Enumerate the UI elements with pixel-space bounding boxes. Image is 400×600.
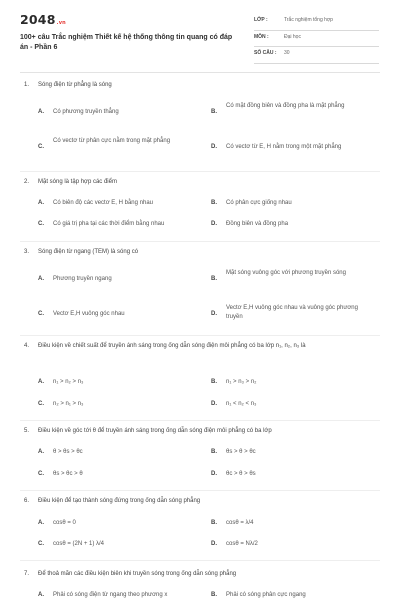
option-letter: C. [38, 471, 44, 477]
option-text: Có mặt đồng biên và đồng pha là mặt phẳng [226, 103, 345, 109]
meta-row-class [254, 14, 379, 31]
logo-suffix: .vn [56, 20, 66, 26]
question-divider [20, 490, 380, 491]
option-letter: B. [211, 592, 217, 598]
option-letter: C. [38, 311, 44, 317]
question-divider [20, 560, 380, 561]
site-logo[interactable] [20, 12, 66, 27]
question-text [24, 427, 379, 436]
option-text: cosθ = Nλ/2 [226, 541, 258, 547]
question-stem: Sóng điện từ phẳng là sóng [38, 82, 112, 88]
option-letter: B. [211, 200, 217, 206]
option-text: θs > θc > θ [53, 471, 83, 477]
meta-value-subject: Đại học [284, 33, 301, 40]
option-letter: A. [38, 200, 44, 206]
document-header [0, 0, 400, 70]
question-stem: Điều kiện để tạo thành sóng đứng trong ống dẫn sóng phẳng [38, 498, 201, 504]
option-letter: D. [211, 541, 217, 547]
option-text: n₁ > n₂ > n₃ [53, 379, 84, 385]
question-text [24, 81, 379, 90]
option-text: θ > θs > θc [53, 449, 83, 455]
question-number: 2. [24, 179, 30, 185]
meta-value-class: Trắc nghiệm tổng hợp [284, 17, 333, 23]
option-letter: D. [211, 144, 217, 150]
option-text: cosθ = (2N + 1) λ/4 [53, 541, 105, 547]
document-title: 100+ câu Trắc nghiệm Thiết kế hệ thống thông tin quang có đáp án - Phần 6 [20, 34, 233, 51]
option-letter: A. [38, 520, 44, 526]
option-text: Có phân cực giống nhau [226, 200, 292, 206]
question-number: 6. [24, 498, 30, 504]
option-text: Có vectơ từ E, H nằm trong một mặt phẳng [226, 144, 342, 150]
option-text: cosθ = 0 [53, 520, 76, 526]
option-letter: B. [211, 379, 217, 385]
option-text: Có biên độ các vectơ E, H bằng nhau [53, 200, 153, 206]
question-stem: Mặt sóng là tập hợp các điểm [38, 179, 117, 185]
option-letter: D. [211, 311, 217, 317]
option-text: n₁ > n₃ > n₂ [226, 379, 257, 385]
question-number: 5. [24, 428, 30, 434]
option-text: Phải có sóng điện từ ngang theo phương x [53, 592, 168, 598]
question-divider [20, 420, 380, 421]
question-stem: Điều kiện về chiết suất để truyền ánh sáng trong ống dẫn sóng điện môi phẳng có ba lớp n₁, n₂, n₃ là [38, 343, 306, 349]
meta-key-count: SỐ CÂU : [254, 50, 277, 56]
option-letter: D. [211, 471, 217, 477]
option-letter: B. [211, 520, 217, 526]
question-stem: Để thoả mãn các điều kiện biên khi truyền sóng trong ống dẫn sóng phẳng [38, 571, 237, 577]
question-stem: Điều kiện về góc tới θ để truyền ánh sáng trong ống dẫn sóng điện môi phẳng có ba lớp [38, 428, 272, 434]
option-text: Đồng biên và đồng pha [226, 221, 289, 227]
option-text: θc > θ > θs [226, 471, 256, 477]
meta-key-class: LỚP : [254, 17, 268, 23]
option-text: Phương truyền ngang [53, 276, 112, 282]
meta-key-subject: MÔN : [254, 33, 269, 40]
question-divider [20, 171, 380, 172]
question-text [24, 342, 379, 351]
option-letter: A. [38, 449, 44, 455]
option-letter: C. [38, 401, 44, 407]
option-letter: B. [211, 276, 217, 282]
meta-value-count: 30 [284, 50, 290, 56]
logo-text: 2048 [20, 12, 56, 27]
meta-row-subject [254, 31, 379, 48]
option-text: Có vectơ từ phân cực nằm trong mặt phẳng [53, 138, 171, 144]
option-text: Vectơ E,H vuông góc nhau và vuông góc phương truyền [226, 305, 358, 320]
option-text: Có phương truyền thẳng [53, 109, 119, 115]
option-letter: C. [38, 144, 44, 150]
option-text: Có giá trị pha tại các thời điểm bằng nhau [53, 221, 165, 227]
option-text: Vectơ E,H vuông góc nhau [53, 311, 125, 317]
question-stem: Sóng điện từ ngang (TEM) là sóng có [38, 249, 139, 255]
option-text: n₂ > n₁ > n₃ [53, 401, 84, 407]
question-number: 4. [24, 343, 30, 349]
question-number: 3. [24, 249, 30, 255]
option-letter: C. [38, 221, 44, 227]
meta-row-count [254, 47, 379, 64]
option-letter: D. [211, 221, 217, 227]
option-letter: A. [38, 592, 44, 598]
option-letter: A. [38, 109, 44, 115]
question-divider [20, 241, 380, 242]
option-text: Mặt sóng vuông góc với phương truyền sóng [226, 270, 346, 276]
header-divider [20, 72, 380, 73]
option-text: cosθ = λ/4 [226, 520, 254, 526]
question-divider [20, 335, 380, 336]
question-text [24, 178, 379, 187]
question-text [24, 570, 379, 579]
option-letter: C. [38, 541, 44, 547]
option-text: Phải có sóng phân cực ngang [226, 592, 306, 598]
question-text [24, 248, 379, 257]
option-letter: A. [38, 276, 44, 282]
option-letter: D. [211, 401, 217, 407]
option-text: θs > θ > θc [226, 449, 256, 455]
option-a[interactable] [38, 591, 210, 600]
option-letter: A. [38, 379, 44, 385]
option-b[interactable] [211, 591, 376, 600]
document-meta [254, 14, 379, 64]
option-letter: B. [211, 109, 217, 115]
option-text: n₁ < n₂ < n₃ [226, 401, 257, 407]
question-number: 7. [24, 571, 30, 577]
option-letter: B. [211, 449, 217, 455]
question-text [24, 497, 379, 506]
question-number: 1. [24, 82, 30, 88]
